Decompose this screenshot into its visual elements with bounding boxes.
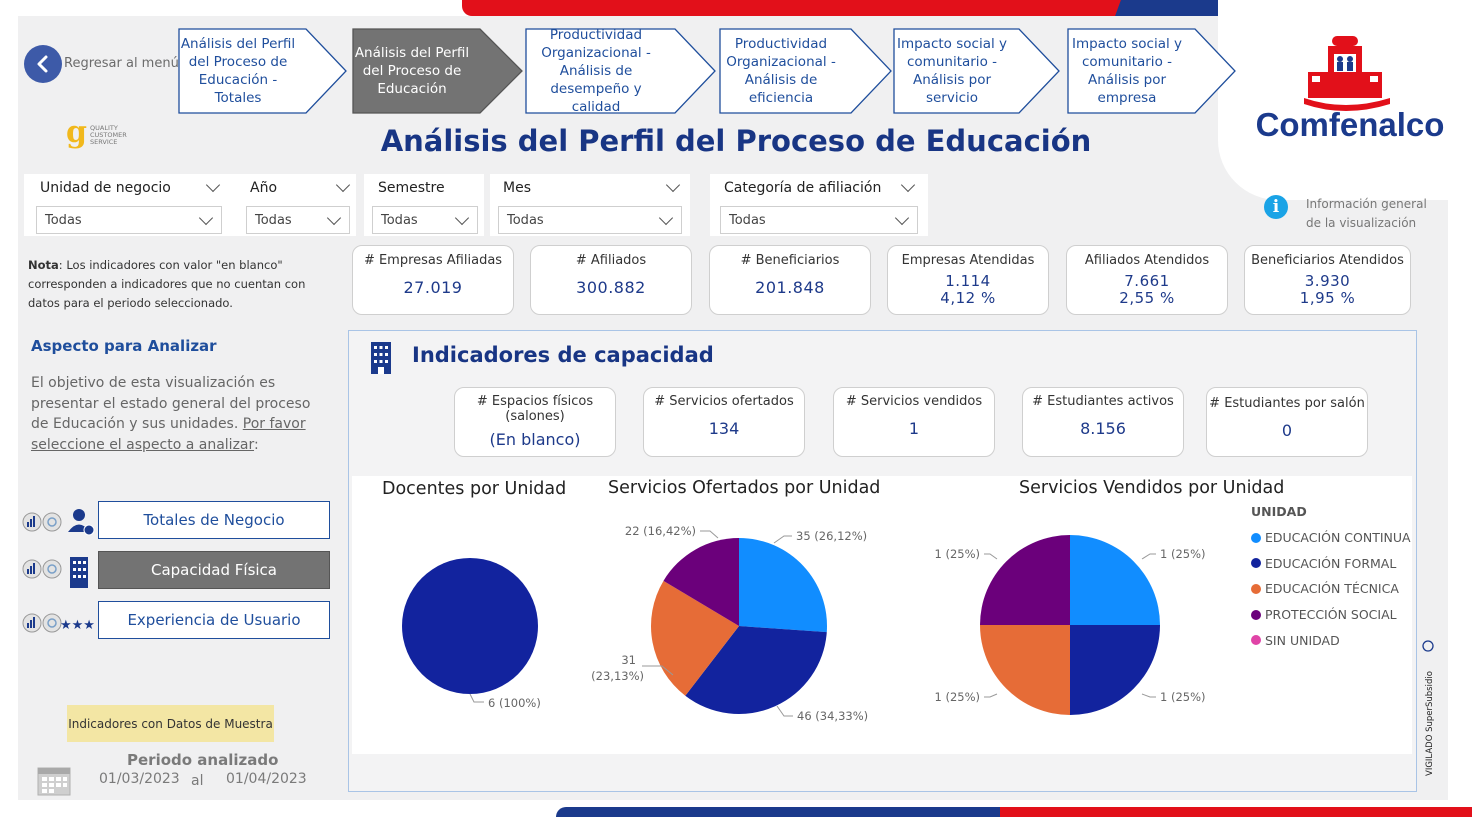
- aspect-link: Por favor seleccione el aspecto a analizar: [31, 416, 306, 453]
- pie-data-label: 35 (26,12%): [796, 529, 868, 543]
- chevron-down-icon: [199, 211, 213, 225]
- pie-leader-line: [700, 531, 718, 538]
- pie-slice-educaci-n-continua[interactable]: [739, 538, 827, 632]
- calendar-icon: [36, 764, 72, 796]
- svg-text:VIGILADO SuperSubsidio: VIGILADO SuperSubsidio: [1425, 671, 1435, 776]
- kpi-afiliados-atendidos: Afiliados Atendidos 7.661 2,55 %: [1066, 245, 1228, 315]
- filter-categoria: [710, 174, 928, 236]
- capacity-title: Indicadores de capacidad: [412, 343, 714, 367]
- pie-leader-line: [777, 706, 793, 716]
- aspect-description: El objetivo de esta visualización es presentar el estado general del proceso de Educación y sus unidades. Por favor seleccione el aspecto a analizar:: [31, 375, 311, 453]
- chevron-down-icon[interactable]: [206, 178, 220, 192]
- chevron-down-icon[interactable]: [336, 178, 350, 192]
- chevron-down-icon: [659, 211, 673, 225]
- legend-title: UNIDAD: [1251, 504, 1307, 519]
- svg-text:SERVICE: SERVICE: [90, 138, 118, 146]
- kpi-beneficiarios-atendidos: Beneficiarios Atendidos 3.930 1,95 %: [1244, 245, 1411, 315]
- kpi-empresas-atendidas: Empresas Atendidas 1.114 4,12 %: [887, 245, 1049, 315]
- pie-data-label: 1 (25%): [1160, 690, 1206, 704]
- legend-item-tecnica[interactable]: EDUCACIÓN TÉCNICA: [1251, 576, 1411, 602]
- nav-tab-eficiencia[interactable]: [719, 28, 893, 114]
- filter-mes: [490, 174, 690, 236]
- nav-tab-perfil[interactable]: [352, 28, 524, 114]
- nav-tab-impacto-empresa[interactable]: [1067, 28, 1237, 114]
- pie-data-label: 1 (25%): [1160, 547, 1206, 561]
- svg-text:CUSTOMER: CUSTOMER: [90, 131, 127, 139]
- totales-negocio-button[interactable]: Totales de Negocio: [98, 501, 330, 539]
- legend-dot: [1251, 533, 1261, 543]
- kpi-afiliados: # Afiliados 300.882: [530, 245, 692, 315]
- filter-mes-select[interactable]: Todas: [498, 206, 682, 234]
- period-to: 01/04/2023: [226, 771, 307, 787]
- nav-tab-impacto-servicio[interactable]: [893, 28, 1061, 114]
- kpi-beneficiarios: # Beneficiarios 201.848: [709, 245, 871, 315]
- sample-data-badge: Indicadores con Datos de Muestra: [67, 705, 274, 742]
- pie-slice-educaci-n-formal[interactable]: [402, 558, 538, 694]
- svg-text:g: g: [66, 115, 87, 150]
- capacidad-icon-group: [22, 556, 96, 588]
- capacidad-fisica-button[interactable]: Capacidad Física: [98, 551, 330, 589]
- filter-categoria-select[interactable]: Todas: [720, 206, 918, 234]
- filter-semestre: [364, 174, 484, 236]
- legend-item-proteccion[interactable]: PROTECCIÓN SOCIAL: [1251, 602, 1411, 628]
- bottom-red-bar: [1000, 807, 1472, 817]
- pie-leader-line: [1142, 554, 1156, 559]
- note-text: Nota: Los indicadores con valor "en blanco" corresponden a indicadores que no cuentan con datos para el periodo seleccionado.: [28, 258, 306, 310]
- pie-data-label: 1 (25%): [934, 547, 980, 561]
- filter-anio: [240, 174, 356, 236]
- building-icon: [370, 340, 392, 374]
- nav-tab-label: Productividad Organizacional - Análisis de eficiencia: [726, 36, 836, 106]
- chart-title-ofertados: Servicios Ofertados por Unidad: [608, 478, 881, 498]
- legend-dot: [1251, 584, 1261, 594]
- chart-title-vendidos: Servicios Vendidos por Unidad: [1019, 478, 1285, 498]
- chevron-down-icon[interactable]: [666, 178, 680, 192]
- pie-data-label: 31 (23,13%): [591, 653, 644, 683]
- svg-text:Comfenalco: Comfenalco: [1255, 106, 1445, 143]
- period-title: Periodo analizado: [127, 751, 279, 769]
- legend-dot: [1251, 635, 1261, 645]
- kpi-estudiantes-por-salon: # Estudiantes por salón 0: [1206, 387, 1368, 457]
- info-general-link[interactable]: Información general de la visualización: [1306, 197, 1427, 230]
- pie-leader-line: [1142, 694, 1156, 697]
- chevron-down-icon: [327, 211, 341, 225]
- pie-slice-educaci-n-t-cnica[interactable]: [980, 625, 1070, 715]
- legend-item-continua[interactable]: EDUCACIÓN CONTINUA: [1251, 525, 1411, 551]
- nav-tab-desempeno[interactable]: [525, 28, 717, 114]
- info-icon[interactable]: i: [1264, 195, 1288, 219]
- nav-tab-label: Productividad Organizacional - Análisis de desempeño y calidad: [541, 27, 651, 115]
- kpi-servicios-vendidos: # Servicios vendidos 1: [833, 387, 995, 457]
- pie-data-label: 6 (100%): [488, 696, 541, 710]
- totales-icon-group: [22, 508, 96, 536]
- pie-data-label: 1 (25%): [934, 690, 980, 704]
- nav-tab-label: Análisis del Perfil del Proceso de Educación - Totales: [180, 36, 296, 106]
- filter-anio-select[interactable]: Todas: [246, 206, 350, 234]
- legend-dot: [1251, 558, 1261, 568]
- pie-slice-educaci-n-continua[interactable]: [1070, 535, 1160, 625]
- filter-label: Mes: [503, 180, 531, 196]
- chart-title-docentes: Docentes por Unidad: [382, 479, 567, 499]
- chevron-down-icon: [455, 211, 469, 225]
- filter-label: Unidad de negocio: [40, 180, 171, 196]
- pie-slice-protecci-n-social[interactable]: [980, 535, 1070, 625]
- kpi-empresas-afiliadas: # Empresas Afiliadas 27.019: [352, 245, 514, 315]
- period-from: 01/03/2023: [99, 771, 180, 787]
- page-title: Análisis del Perfil del Proceso de Educación: [380, 124, 1092, 158]
- experiencia-icon-group: [22, 610, 98, 638]
- legend-item-sin-unidad[interactable]: SIN UNIDAD: [1251, 627, 1411, 653]
- experiencia-usuario-button[interactable]: Experiencia de Usuario: [98, 601, 330, 639]
- legend-dot: [1251, 610, 1261, 620]
- aspect-title: Aspecto para Analizar: [31, 337, 217, 355]
- period-separator: al: [191, 773, 204, 789]
- pie-leader-line: [984, 694, 997, 697]
- kpi-estudiantes-activos: # Estudiantes activos 8.156: [1022, 387, 1184, 457]
- pie-leader-line: [774, 536, 792, 543]
- chevron-down-icon: [895, 211, 909, 225]
- nav-tab-label: Análisis del Perfil del Proceso de Educación: [354, 45, 470, 97]
- bottom-blue-bar: [556, 807, 1076, 817]
- pie-leader-line: [470, 694, 484, 702]
- kpi-servicios-ofertados: # Servicios ofertados 134: [643, 387, 805, 457]
- nav-tab-label: Impacto social y comunitario - Análisis por servicio: [896, 36, 1007, 106]
- filter-label: Año: [250, 180, 278, 196]
- back-button[interactable]: [24, 45, 62, 83]
- chevron-left-icon: [33, 54, 53, 74]
- svg-text:QUALITY: QUALITY: [90, 124, 118, 132]
- pie-data-label: 46 (34,33%): [797, 709, 869, 723]
- filter-unidad-select[interactable]: Todas: [36, 206, 222, 234]
- back-label[interactable]: Regresar al menú: [64, 56, 179, 71]
- nav-tab-label: Impacto social y comunitario - Análisis por empresa: [1071, 36, 1182, 106]
- filter-unidad: [24, 174, 240, 236]
- svg-text:★★★: ★★★: [60, 618, 95, 633]
- pie-leader-line: [984, 554, 997, 559]
- filter-semestre-select[interactable]: Todas: [372, 206, 478, 234]
- pie-data-label: 22 (16,42%): [624, 524, 696, 538]
- chart-legend: [1251, 504, 1411, 653]
- kpi-espacios-fisicos: # Espacios físicos (salones) (En blanco): [454, 387, 616, 457]
- legend-item-formal[interactable]: EDUCACIÓN FORMAL: [1251, 551, 1411, 577]
- filter-label: Semestre: [378, 180, 445, 196]
- filter-label: Categoría de afiliación: [724, 180, 882, 196]
- nav-tab-totales[interactable]: [178, 28, 348, 114]
- supersubsidio-watermark: [1418, 640, 1438, 780]
- pie-slice-educaci-n-formal[interactable]: [1070, 625, 1160, 715]
- chevron-down-icon[interactable]: [901, 178, 915, 192]
